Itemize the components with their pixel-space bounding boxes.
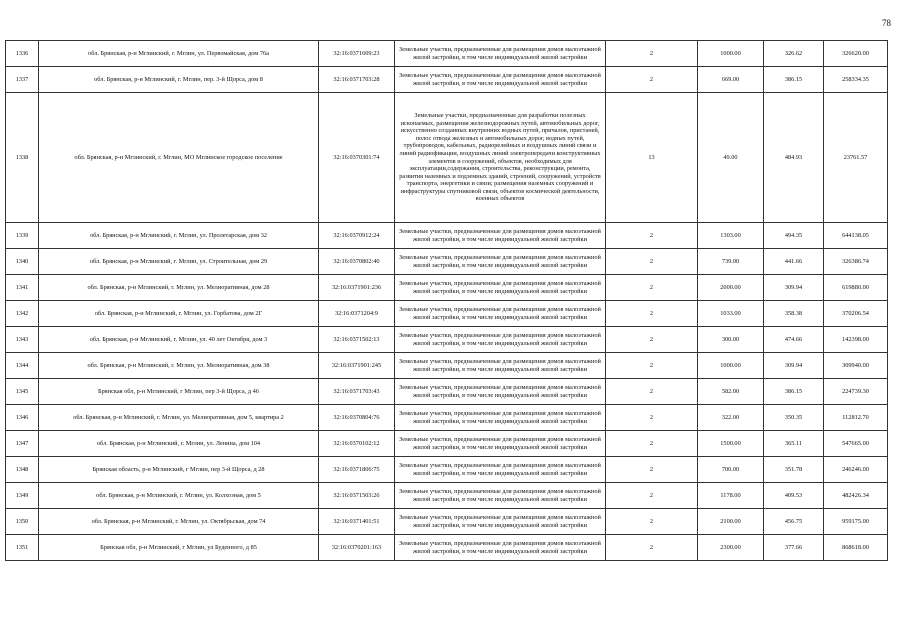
table-row xyxy=(6,301,888,327)
group-cell: 2 xyxy=(606,431,698,457)
area-cell: 1500.00 xyxy=(698,431,764,457)
row-number: 1347 xyxy=(6,431,39,457)
specific-value-cell: 386.15 xyxy=(764,67,824,93)
cadastral-value-cell: 326620.00 xyxy=(824,41,888,67)
land-use-cell: Земельные участки, предназначенные для размещения домов малоэтажной жилой застройки, в том числе индивидуальной жилой застройки xyxy=(395,509,606,535)
row-number: 1346 xyxy=(6,405,39,431)
row-number: 1351 xyxy=(6,535,39,561)
area-cell: 1033.00 xyxy=(698,301,764,327)
table-row xyxy=(6,93,888,223)
land-use-cell: Земельные участки, предназначенные для размещения домов малоэтажной жилой застройки, в том числе индивидуальной жилой застройки xyxy=(395,223,606,249)
address-cell: обл. Брянская, р-н Мглинский, г. Мглин, ул. Мелиоративная, дом 38 xyxy=(39,353,319,379)
specific-value-cell: 365.11 xyxy=(764,431,824,457)
specific-value-cell: 441.66 xyxy=(764,249,824,275)
table-row xyxy=(6,223,888,249)
cadastral-value-cell: 644138.05 xyxy=(824,223,888,249)
area-cell: 739.00 xyxy=(698,249,764,275)
cadastral-value-cell: 868618.00 xyxy=(824,535,888,561)
specific-value-cell: 350.35 xyxy=(764,405,824,431)
address-cell: обл. Брянская, р-н Мглинский, г. Мглин, ул. Октябрьская, дом 74 xyxy=(39,509,319,535)
area-cell: 582.00 xyxy=(698,379,764,405)
cadastral-value-cell: 547665.00 xyxy=(824,431,888,457)
cadastral-number-cell: 32:16:0371204:9 xyxy=(319,301,395,327)
row-number: 1345 xyxy=(6,379,39,405)
group-cell: 2 xyxy=(606,249,698,275)
area-cell: 300.00 xyxy=(698,327,764,353)
row-number: 1348 xyxy=(6,457,39,483)
group-cell: 2 xyxy=(606,67,698,93)
area-cell: 1000.00 xyxy=(698,41,764,67)
specific-value-cell: 409.53 xyxy=(764,483,824,509)
cadastral-number-cell: 32:16:0371503:26 xyxy=(319,483,395,509)
address-cell: обл. Брянская, р-н Мглинский, г. Мглин, ул. Ленина, дом 104 xyxy=(39,431,319,457)
specific-value-cell: 386.15 xyxy=(764,379,824,405)
group-cell: 2 xyxy=(606,41,698,67)
row-number: 1340 xyxy=(6,249,39,275)
row-number: 1342 xyxy=(6,301,39,327)
area-cell: 1000.00 xyxy=(698,353,764,379)
row-number: 1338 xyxy=(6,93,39,223)
table-row xyxy=(6,405,888,431)
row-number: 1344 xyxy=(6,353,39,379)
address-cell: Брянская обл, р-н Мглинский, г Мглин, пер 3-й Щорса, д 46 xyxy=(39,379,319,405)
address-cell: обл. Брянская, р-н Мглинский, г. Мглин, ул. Горбатова, дом 2Г xyxy=(39,301,319,327)
address-cell: обл. Брянская, р-н Мглинский, г. Мглин, ул. Пролетарская, дом 32 xyxy=(39,223,319,249)
table-row xyxy=(6,483,888,509)
cadastral-number-cell: 32:16:0371703:28 xyxy=(319,67,395,93)
land-use-cell: Земельные участки, предназначенные для размещения домов малоэтажной жилой застройки, в том числе индивидуальной жилой застройки xyxy=(395,483,606,509)
land-use-cell: Земельные участки, предназначенные для размещения домов малоэтажной жилой застройки, в том числе индивидуальной жилой застройки xyxy=(395,67,606,93)
cadastral-number-cell: 32:16:0371901:245 xyxy=(319,353,395,379)
cadastral-value-cell: 309940.00 xyxy=(824,353,888,379)
land-use-cell: Земельные участки, предназначенные для размещения домов малоэтажной жилой застройки, в том числе индивидуальной жилой застройки xyxy=(395,301,606,327)
land-use-cell: Земельные участки, предназначенные для размещения домов малоэтажной жилой застройки, в том числе индивидуальной жилой застройки xyxy=(395,535,606,561)
table-row xyxy=(6,353,888,379)
land-use-cell: Земельные участки, предназначенные для размещения домов малоэтажной жилой застройки, в том числе индивидуальной жилой застройки xyxy=(395,379,606,405)
land-use-cell: Земельные участки, предназначенные для размещения домов малоэтажной жилой застройки, в том числе индивидуальной жилой застройки xyxy=(395,41,606,67)
group-cell: 2 xyxy=(606,379,698,405)
cadastral-number-cell: 32:16:0370802:40 xyxy=(319,249,395,275)
address-cell: Брянская обл, р-н Мглинский, г Мглин, ул Буденного, д 85 xyxy=(39,535,319,561)
land-use-cell: Земельные участки, предназначенные для размещения домов малоэтажной жилой застройки, в том числе индивидуальной жилой застройки xyxy=(395,275,606,301)
cadastral-number-cell: 32:16:0370804:76 xyxy=(319,405,395,431)
table-row xyxy=(6,67,888,93)
land-use-cell: Земельные участки, предназначенные для разработки полезных ископаемых, размещения железнодорожных путей, автомобильных дорог, искусственно созданных внутренних водных путей, причалов, пристаней, полос отвода железных и автомобильных дорог, водных путей, трубопроводов, кабельных, радиорелейных и воздушных линий связи и линий радиофикации, воздушных линий электропередачи конструктивных элементов и сооружений, объектов, необходимых для эксплуатации,содержания, строительства, реконструкции, ремонта, развития наземных и подземных зданий, строений, сооружений, устройств транспорта, энергетики и связи; размещения наземных сооружений и инфраструктуры спутниковой связи, объектов космической деятельности, военных объектов xyxy=(395,93,606,223)
row-number: 1336 xyxy=(6,41,39,67)
specific-value-cell: 351.78 xyxy=(764,457,824,483)
cadastral-number-cell: 32:16:0371401:51 xyxy=(319,509,395,535)
land-use-cell: Земельные участки, предназначенные для размещения домов малоэтажной жилой застройки, в том числе индивидуальной жилой застройки xyxy=(395,353,606,379)
cadastral-value-cell: 370206.54 xyxy=(824,301,888,327)
cadastral-value-cell: 258334.35 xyxy=(824,67,888,93)
group-cell: 2 xyxy=(606,509,698,535)
cadastral-number-cell: 32:16:0370201:163 xyxy=(319,535,395,561)
cadastral-value-cell: 326386.74 xyxy=(824,249,888,275)
cadastral-value-cell: 959175.00 xyxy=(824,509,888,535)
table-row xyxy=(6,535,888,561)
cadastral-number-cell: 32:16:0370301:74 xyxy=(319,93,395,223)
row-number: 1341 xyxy=(6,275,39,301)
address-cell: обл. Брянская, р-н Мглинский, г. Мглин, пер. 3-й Щорса, дом 8 xyxy=(39,67,319,93)
specific-value-cell: 326.62 xyxy=(764,41,824,67)
table-row xyxy=(6,431,888,457)
address-cell: обл. Брянская, р-н Мглинский, г. Мглин, ул. 40 лет Октября, дом 3 xyxy=(39,327,319,353)
cadastral-number-cell: 32:16:0371901:236 xyxy=(319,275,395,301)
group-cell: 2 xyxy=(606,301,698,327)
specific-value-cell: 358.38 xyxy=(764,301,824,327)
table-row xyxy=(6,509,888,535)
cadastral-value-cell: 224739.30 xyxy=(824,379,888,405)
row-number: 1349 xyxy=(6,483,39,509)
address-cell: Брянская область, р-н Мглинский, г Мглин, пер 3-й Щорса, д 28 xyxy=(39,457,319,483)
specific-value-cell: 456.75 xyxy=(764,509,824,535)
cadastral-number-cell: 32:16:0370912:24 xyxy=(319,223,395,249)
group-cell: 2 xyxy=(606,405,698,431)
area-cell: 49.00 xyxy=(698,93,764,223)
specific-value-cell: 484.93 xyxy=(764,93,824,223)
specific-value-cell: 494.35 xyxy=(764,223,824,249)
table-row xyxy=(6,457,888,483)
cadastral-number-cell: 32:16:0370102:12 xyxy=(319,431,395,457)
table-row xyxy=(6,327,888,353)
cadastral-value-cell: 112812.70 xyxy=(824,405,888,431)
specific-value-cell: 474.66 xyxy=(764,327,824,353)
land-use-cell: Земельные участки, предназначенные для размещения домов малоэтажной жилой застройки, в том числе индивидуальной жилой застройки xyxy=(395,327,606,353)
cadastral-value-cell: 619880.00 xyxy=(824,275,888,301)
group-cell: 2 xyxy=(606,353,698,379)
page-number: 78 xyxy=(882,18,891,28)
specific-value-cell: 309.94 xyxy=(764,353,824,379)
area-cell: 669.00 xyxy=(698,67,764,93)
group-cell: 2 xyxy=(606,327,698,353)
address-cell: обл. Брянская, р-н Мглинский, г. Мглин, ул. Колхозная, дом 5 xyxy=(39,483,319,509)
group-cell: 2 xyxy=(606,275,698,301)
cadastral-value-cell: 246246.00 xyxy=(824,457,888,483)
table-row xyxy=(6,249,888,275)
address-cell: обл. Брянская, р-н Мглинский, г. Мглин, ул. Мелиоративная, дом 28 xyxy=(39,275,319,301)
area-cell: 322.00 xyxy=(698,405,764,431)
table-row xyxy=(6,379,888,405)
land-use-cell: Земельные участки, предназначенные для размещения домов малоэтажной жилой застройки, в том числе индивидуальной жилой застройки xyxy=(395,405,606,431)
area-cell: 2000.00 xyxy=(698,275,764,301)
area-cell: 1303.00 xyxy=(698,223,764,249)
cadastral-value-cell: 142398.00 xyxy=(824,327,888,353)
area-cell: 2300.00 xyxy=(698,535,764,561)
row-number: 1339 xyxy=(6,223,39,249)
area-cell: 1178.00 xyxy=(698,483,764,509)
group-cell: 2 xyxy=(606,457,698,483)
address-cell: обл. Брянская, р-н Мглинский, г. Мглин, МО Мглинское городское поселение xyxy=(39,93,319,223)
cadastral-number-cell: 32:16:0371703:43 xyxy=(319,379,395,405)
land-use-cell: Земельные участки, предназначенные для размещения домов малоэтажной жилой застройки, в том числе индивидуальной жилой застройки xyxy=(395,249,606,275)
group-cell: 2 xyxy=(606,223,698,249)
cadastral-value-cell: 23761.57 xyxy=(824,93,888,223)
row-number: 1350 xyxy=(6,509,39,535)
cadastral-value-cell: 482426.34 xyxy=(824,483,888,509)
cadastral-number-cell: 32:16:0371609:23 xyxy=(319,41,395,67)
table-row xyxy=(6,41,888,67)
land-registry-table xyxy=(5,40,888,561)
cadastral-number-cell: 32:16:0371806:75 xyxy=(319,457,395,483)
land-use-cell: Земельные участки, предназначенные для размещения домов малоэтажной жилой застройки, в том числе индивидуальной жилой застройки xyxy=(395,457,606,483)
area-cell: 2100.00 xyxy=(698,509,764,535)
specific-value-cell: 309.94 xyxy=(764,275,824,301)
specific-value-cell: 377.66 xyxy=(764,535,824,561)
group-cell: 2 xyxy=(606,483,698,509)
group-cell: 2 xyxy=(606,535,698,561)
land-use-cell: Земельные участки, предназначенные для размещения домов малоэтажной жилой застройки, в том числе индивидуальной жилой застройки xyxy=(395,431,606,457)
cadastral-number-cell: 32:16:0371502:13 xyxy=(319,327,395,353)
row-number: 1337 xyxy=(6,67,39,93)
area-cell: 700.00 xyxy=(698,457,764,483)
address-cell: обл. Брянская, р-н Мглинский, г. Мглин, ул. Строительная, дом 29 xyxy=(39,249,319,275)
table-row xyxy=(6,275,888,301)
address-cell: обл. Брянская, р-н Мглинский, г. Мглин, ул. Первомайская, дом 76а xyxy=(39,41,319,67)
address-cell: обл. Брянская, р-н Мглинский, г. Мглин, ул. Мелиоративная, дом 5, квартира 2 xyxy=(39,405,319,431)
group-cell: 13 xyxy=(606,93,698,223)
row-number: 1343 xyxy=(6,327,39,353)
